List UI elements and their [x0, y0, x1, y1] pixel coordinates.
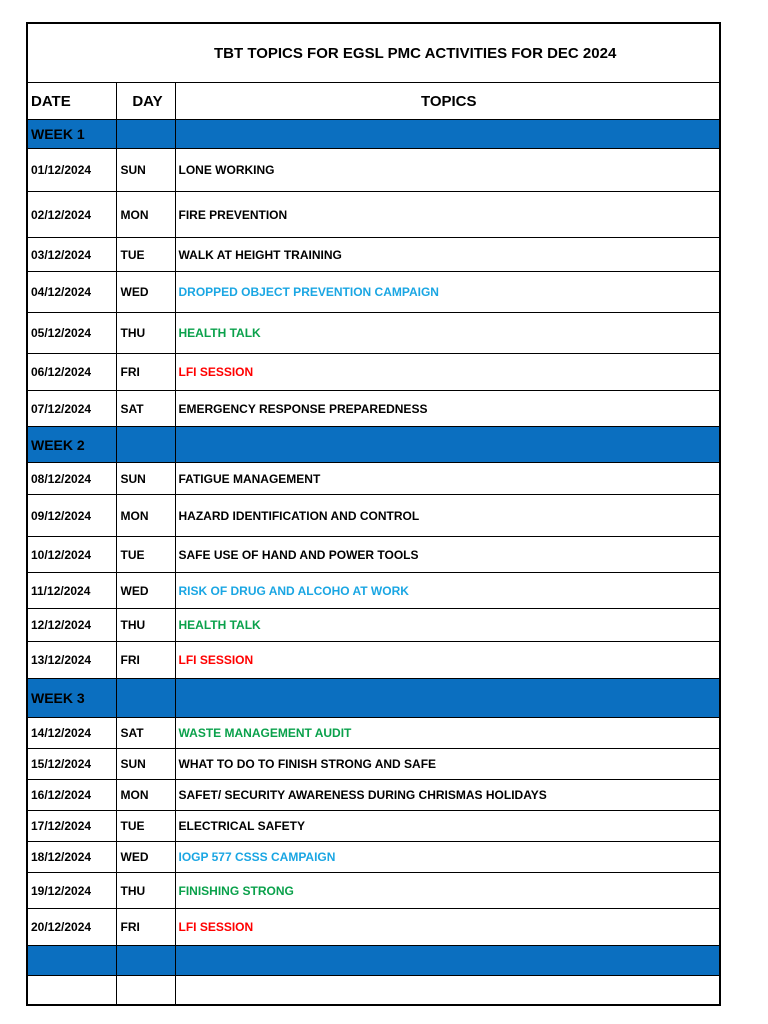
week-label: WEEK 1 [27, 120, 116, 149]
topic-cell: HAZARD IDENTIFICATION AND CONTROL [175, 495, 720, 537]
schedule-row [27, 149, 720, 192]
blank-band-cell [27, 946, 116, 976]
blank-band-cell [175, 946, 720, 976]
day-cell: WED [116, 573, 175, 609]
week-band-cell [175, 120, 720, 149]
day-cell: MON [116, 192, 175, 238]
week-band-cell [116, 427, 175, 463]
week-band-cell [116, 679, 175, 718]
schedule-sheet [26, 22, 719, 988]
schedule-row [27, 749, 720, 780]
topic-cell: HEALTH TALK [175, 609, 720, 642]
topic-cell: HEALTH TALK [175, 313, 720, 354]
day-cell: TUE [116, 537, 175, 573]
title-row [27, 23, 720, 83]
topic-cell: LFI SESSION [175, 642, 720, 679]
day-cell: THU [116, 873, 175, 909]
schedule-row [27, 873, 720, 909]
day-cell: WED [116, 842, 175, 873]
day-cell: TUE [116, 238, 175, 272]
blank-cell [175, 976, 720, 1006]
schedule-row [27, 192, 720, 238]
topic-cell: SAFET/ SECURITY AWARENESS DURING CHRISMAS HOLIDAYS [175, 780, 720, 811]
topics-column-header: TOPICS [175, 83, 720, 120]
topic-cell: FIRE PREVENTION [175, 192, 720, 238]
week-band-row [27, 120, 720, 149]
schedule-row [27, 463, 720, 495]
schedule-row [27, 609, 720, 642]
date-column-header: DATE [27, 83, 116, 120]
topic-cell: LFI SESSION [175, 354, 720, 391]
tbt-schedule-table [26, 22, 721, 1006]
topic-cell: SAFE USE OF HAND AND POWER TOOLS [175, 537, 720, 573]
week-label: WEEK 2 [27, 427, 116, 463]
topic-cell: LONE WORKING [175, 149, 720, 192]
week-band-row [27, 427, 720, 463]
schedule-row [27, 642, 720, 679]
week-band-row [27, 679, 720, 718]
day-cell: WED [116, 272, 175, 313]
date-cell: 10/12/2024 [27, 537, 116, 573]
topic-cell: WALK AT HEIGHT TRAINING [175, 238, 720, 272]
schedule-row [27, 537, 720, 573]
schedule-row [27, 842, 720, 873]
blank-cell [116, 976, 175, 1006]
day-cell: SAT [116, 718, 175, 749]
date-cell: 01/12/2024 [27, 149, 116, 192]
schedule-row [27, 391, 720, 427]
date-cell: 12/12/2024 [27, 609, 116, 642]
schedule-row [27, 495, 720, 537]
date-cell: 17/12/2024 [27, 811, 116, 842]
date-cell: 16/12/2024 [27, 780, 116, 811]
topic-cell: ELECTRICAL SAFETY [175, 811, 720, 842]
date-cell: 18/12/2024 [27, 842, 116, 873]
date-cell: 04/12/2024 [27, 272, 116, 313]
topic-cell: EMERGENCY RESPONSE PREPAREDNESS [175, 391, 720, 427]
day-cell: THU [116, 313, 175, 354]
topic-cell: DROPPED OBJECT PREVENTION CAMPAIGN [175, 272, 720, 313]
blank-cell [27, 976, 116, 1006]
day-cell: MON [116, 780, 175, 811]
day-cell: SAT [116, 391, 175, 427]
day-cell: SUN [116, 749, 175, 780]
topic-cell: WHAT TO DO TO FINISH STRONG AND SAFE [175, 749, 720, 780]
date-cell: 08/12/2024 [27, 463, 116, 495]
week-band-cell [116, 120, 175, 149]
date-cell: 15/12/2024 [27, 749, 116, 780]
date-cell: 07/12/2024 [27, 391, 116, 427]
blank-week-band-row [27, 946, 720, 976]
day-cell: SUN [116, 463, 175, 495]
schedule-row [27, 272, 720, 313]
page-title: TBT TOPICS FOR EGSL PMC ACTIVITIES FOR DEC 2024 [27, 23, 720, 83]
day-column-header: DAY [116, 83, 175, 120]
day-cell: FRI [116, 909, 175, 946]
schedule-row [27, 780, 720, 811]
week-label: WEEK 3 [27, 679, 116, 718]
schedule-row [27, 238, 720, 272]
blank-band-cell [116, 946, 175, 976]
topic-cell: FINISHING STRONG [175, 873, 720, 909]
topic-cell: RISK OF DRUG AND ALCOHO AT WORK [175, 573, 720, 609]
blank-row [27, 976, 720, 1006]
day-cell: FRI [116, 354, 175, 391]
day-cell: MON [116, 495, 175, 537]
schedule-row [27, 909, 720, 946]
topic-cell: FATIGUE MANAGEMENT [175, 463, 720, 495]
week-band-cell [175, 679, 720, 718]
day-cell: SUN [116, 149, 175, 192]
date-cell: 11/12/2024 [27, 573, 116, 609]
header-row [27, 83, 720, 120]
day-cell: THU [116, 609, 175, 642]
date-cell: 02/12/2024 [27, 192, 116, 238]
date-cell: 14/12/2024 [27, 718, 116, 749]
schedule-row [27, 313, 720, 354]
day-cell: FRI [116, 642, 175, 679]
date-cell: 06/12/2024 [27, 354, 116, 391]
day-cell: TUE [116, 811, 175, 842]
date-cell: 13/12/2024 [27, 642, 116, 679]
schedule-row [27, 718, 720, 749]
date-cell: 05/12/2024 [27, 313, 116, 354]
topic-cell: IOGP 577 CSSS CAMPAIGN [175, 842, 720, 873]
topic-cell: WASTE MANAGEMENT AUDIT [175, 718, 720, 749]
date-cell: 20/12/2024 [27, 909, 116, 946]
week-band-cell [175, 427, 720, 463]
date-cell: 09/12/2024 [27, 495, 116, 537]
topic-cell: LFI SESSION [175, 909, 720, 946]
date-cell: 19/12/2024 [27, 873, 116, 909]
schedule-row [27, 811, 720, 842]
date-cell: 03/12/2024 [27, 238, 116, 272]
schedule-row [27, 354, 720, 391]
schedule-row [27, 573, 720, 609]
